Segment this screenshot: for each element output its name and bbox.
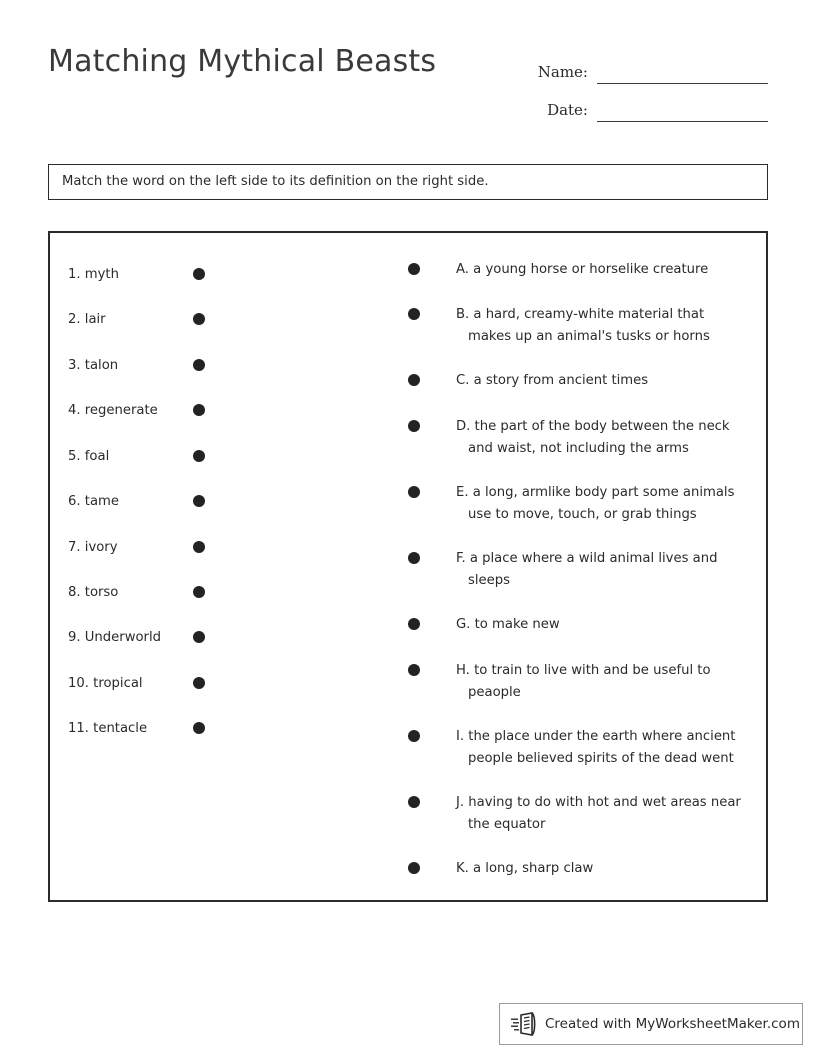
created-with-badge[interactable] [499, 1003, 803, 1045]
definition-line-2: people believed spirits of the dead went [468, 750, 734, 766]
word-match-dot-wrap [193, 268, 233, 280]
definition-match-dot-wrap [408, 259, 456, 275]
date-input-line[interactable] [597, 99, 768, 122]
definition-match-dot[interactable] [408, 308, 420, 320]
word-item [68, 582, 358, 602]
name-input-line[interactable] [597, 61, 768, 84]
definition-item [408, 614, 760, 636]
definition-line-1: F. a place where a wild animal lives and [456, 551, 718, 566]
word-label: 1. myth [68, 266, 119, 282]
word-label: 8. torso [68, 584, 119, 600]
definition-item [408, 726, 760, 769]
definition-text [456, 304, 760, 347]
definition-item [408, 370, 760, 392]
definition-item [408, 548, 760, 591]
definition-match-dot-wrap [408, 482, 456, 498]
definition-line-2: makes up an animal's tusks or horns [468, 328, 710, 344]
definition-line-2: peaople [468, 684, 521, 700]
definition-text [456, 660, 760, 703]
name-row [512, 46, 768, 84]
word-match-dot-wrap [193, 404, 233, 416]
date-label: Date: [547, 101, 588, 119]
definition-match-dot-wrap [408, 548, 456, 564]
definition-item [408, 259, 760, 281]
definition-text [456, 259, 760, 281]
word-label: 2. lair [68, 311, 106, 327]
definition-match-dot[interactable] [408, 796, 420, 808]
worksheet-header [0, 36, 816, 126]
definition-match-dot[interactable] [408, 664, 420, 676]
word-label: 7. ivory [68, 539, 118, 555]
definition-text [456, 548, 760, 591]
date-row [512, 84, 768, 122]
definition-match-dot-wrap [408, 858, 456, 874]
word-item [68, 446, 358, 466]
definition-match-dot-wrap [408, 416, 456, 432]
definition-text [456, 416, 760, 459]
word-item [68, 491, 358, 511]
word-match-dot[interactable] [193, 450, 205, 462]
instruction-text: Match the word on the left side to its definition on the right side. [62, 174, 489, 190]
word-item [68, 718, 358, 738]
definition-match-dot-wrap [408, 726, 456, 742]
definition-line-1: K. a long, sharp claw [456, 861, 594, 876]
definition-match-dot[interactable] [408, 420, 420, 432]
word-match-dot[interactable] [193, 722, 205, 734]
definition-line-1: C. a story from ancient times [456, 373, 649, 388]
definition-text [456, 370, 760, 392]
definition-item [408, 416, 760, 459]
badge-label: Created with MyWorksheetMaker.com [545, 1016, 800, 1032]
definition-line-1: G. to make new [456, 617, 560, 632]
definition-match-dot-wrap [408, 614, 456, 630]
definition-text [456, 482, 760, 525]
definition-line-1: B. a hard, creamy-white material that [456, 307, 705, 322]
definition-match-dot[interactable] [408, 552, 420, 564]
definition-match-dot[interactable] [408, 263, 420, 275]
name-date-block [512, 46, 768, 122]
definition-text [456, 792, 760, 835]
word-item [68, 355, 358, 375]
definition-text [456, 614, 760, 636]
definition-line-1: J. having to do with hot and wet areas near [456, 795, 741, 810]
definition-match-dot[interactable] [408, 374, 420, 386]
instruction-box [48, 164, 768, 200]
word-item [68, 400, 358, 420]
word-match-dot-wrap [193, 631, 233, 643]
word-match-dot[interactable] [193, 359, 205, 371]
word-item [68, 264, 358, 284]
word-item [68, 673, 358, 693]
definition-line-1: A. a young horse or horselike creature [456, 262, 709, 277]
word-match-dot[interactable] [193, 677, 205, 689]
definition-item [408, 482, 760, 525]
page-title: Matching Mythical Beasts [48, 44, 437, 79]
definition-text [456, 726, 760, 769]
word-match-dot[interactable] [193, 495, 205, 507]
word-label: 6. tame [68, 493, 119, 509]
word-label: 3. talon [68, 357, 119, 373]
word-item [68, 627, 358, 647]
word-match-dot-wrap [193, 359, 233, 371]
matching-exercise-box [48, 231, 768, 902]
definition-line-1: I. the place under the earth where ancient [456, 729, 736, 744]
definition-match-dot-wrap [408, 792, 456, 808]
definition-line-2: sleeps [468, 572, 511, 588]
word-match-dot-wrap [193, 677, 233, 689]
word-label: 4. regenerate [68, 402, 158, 418]
word-label: 10. tropical [68, 675, 143, 691]
word-match-dot[interactable] [193, 404, 205, 416]
definition-text [456, 858, 760, 880]
word-match-dot-wrap [193, 450, 233, 462]
definition-match-dot-wrap [408, 370, 456, 386]
word-item [68, 537, 358, 557]
word-match-dot[interactable] [193, 541, 205, 553]
definition-match-dot-wrap [408, 304, 456, 320]
word-match-dot[interactable] [193, 313, 205, 325]
definition-line-1: H. to train to live with and be useful to [456, 663, 711, 678]
definition-match-dot[interactable] [408, 618, 420, 630]
word-label: 9. Underworld [68, 629, 162, 645]
word-match-dot[interactable] [193, 631, 205, 643]
definition-item [408, 660, 760, 703]
word-match-dot-wrap [193, 586, 233, 598]
name-label: Name: [537, 63, 588, 81]
definition-item [408, 304, 760, 347]
flying-page-icon [511, 1012, 537, 1036]
definition-item [408, 858, 760, 880]
definition-match-dot-wrap [408, 660, 456, 676]
word-match-dot-wrap [193, 541, 233, 553]
word-match-dot[interactable] [193, 586, 205, 598]
definition-match-dot[interactable] [408, 730, 420, 742]
definition-line-2: use to move, touch, or grab things [468, 506, 697, 522]
word-match-dot-wrap [193, 313, 233, 325]
definition-line-1: E. a long, armlike body part some animals [456, 485, 735, 500]
definition-item [408, 792, 760, 835]
word-item [68, 309, 358, 329]
word-match-dot-wrap [193, 495, 233, 507]
word-label: 11. tentacle [68, 720, 148, 736]
definition-line-1: D. the part of the body between the neck [456, 419, 730, 434]
definition-line-2: the equator [468, 816, 546, 832]
definition-match-dot[interactable] [408, 486, 420, 498]
definition-line-2: and waist, not including the arms [468, 440, 689, 456]
definition-match-dot[interactable] [408, 862, 420, 874]
word-match-dot[interactable] [193, 268, 205, 280]
word-label: 5. foal [68, 448, 110, 464]
word-match-dot-wrap [193, 722, 233, 734]
